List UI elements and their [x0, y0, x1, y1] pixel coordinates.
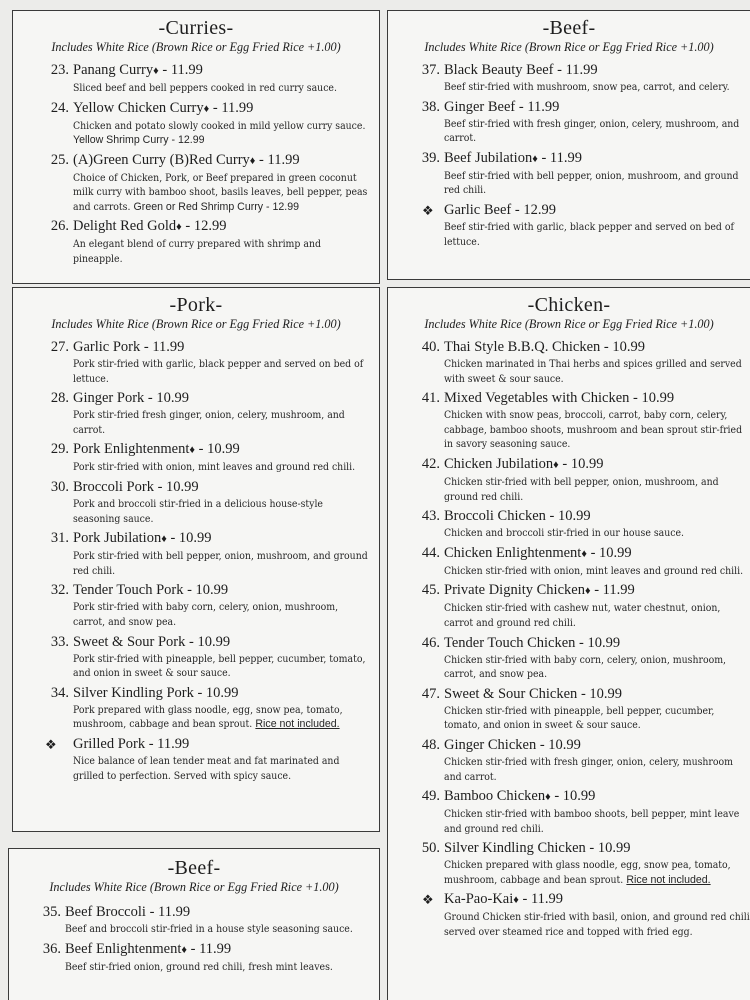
item-description — [73, 652, 371, 681]
item-heading — [444, 149, 750, 169]
menu-item — [388, 544, 750, 579]
item-price: - 10.99 — [195, 441, 240, 458]
item-number: 32. — [50, 582, 69, 599]
item-name: Ka-Pao-Kai — [444, 891, 514, 908]
item-heading — [65, 903, 371, 922]
item-description-text: Pork stir-fried with bell pepper, onion, mushroom, and ground red chili. — [73, 550, 368, 577]
specialty-marker-icon: ❖ — [422, 202, 434, 218]
item-heading — [444, 839, 750, 858]
item-name: Garlic Beef — [444, 201, 512, 218]
item-name: Pork Enlightenment — [73, 441, 190, 458]
item-name: Tender Touch Pork — [73, 582, 184, 599]
menu-item — [13, 581, 379, 629]
item-number: 39. — [421, 149, 440, 166]
item-price: - 10.99 — [153, 478, 199, 495]
item-description-text: Chicken and broccoli stir-fried in our house sauce. — [444, 527, 684, 540]
item-description — [444, 475, 750, 504]
item-description-text: Chicken prepared with glass noodle, egg, snow pea, tomato, mushroom, cabbage and bean sprout. — [444, 859, 731, 886]
item-number: 41. — [421, 390, 440, 407]
item-price: - 12.99 — [511, 201, 556, 218]
item-name: Bamboo Chicken — [444, 788, 546, 805]
menu-item — [388, 736, 750, 784]
item-name: Mixed Vegetables with Chicken — [444, 390, 630, 407]
spicy-diamond-icon: ♦ — [513, 894, 519, 907]
item-number: 24. — [50, 99, 69, 116]
specialty-marker-icon: ❖ — [422, 892, 434, 908]
item-heading — [444, 201, 750, 220]
menu-item — [9, 903, 379, 937]
section-title: -Chicken- — [527, 294, 611, 316]
item-number: 42. — [421, 455, 440, 472]
item-description-text: Pork prepared with glass noodle, egg, snow pea, tomato, mushroom, cabbage and bean sprout. — [73, 703, 343, 731]
item-number: 25. — [50, 151, 69, 168]
section-note: Includes White Rice (Brown Rice or Egg Fried Rice +1.00) — [424, 40, 714, 54]
item-price: - 10.99 — [545, 508, 591, 525]
item-number: 48. — [421, 736, 440, 753]
item-name: Delight Red Gold — [73, 218, 177, 235]
item-description-text: Pork stir-fried with baby corn, celery, onion, mushroom, carrot, and snow pea. — [73, 601, 339, 628]
item-number: 34. — [50, 684, 69, 701]
menu-item — [13, 61, 379, 96]
item-description-text: Chicken stir-fried with cashew nut, water chestnut, onion, carrot and ground red chili. — [444, 602, 721, 629]
item-heading — [73, 217, 371, 237]
item-description-text: Choice of Chicken, Pork, or Beef prepared in green coconut milk curry with bamboo shoot, basils leaves, bell pepper, peas and carrots. — [73, 171, 368, 213]
item-description — [73, 600, 371, 629]
menu-item — [388, 787, 750, 836]
item-description-text: Pork stir-fried with onion, mint leaves and ground red chili. — [73, 461, 356, 474]
item-description — [65, 960, 371, 975]
section-note: Includes White Rice (Brown Rice or Egg Fried Rice +1.00) — [51, 317, 341, 331]
item-name: Tender Touch Chicken — [444, 634, 576, 651]
item-description — [73, 81, 371, 96]
item-heading — [444, 581, 750, 601]
item-description — [73, 408, 371, 437]
menu-item — [13, 99, 379, 148]
menu-items — [9, 903, 379, 974]
spicy-diamond-icon: ♦ — [532, 152, 538, 165]
item-name: (A)Green Curry (B)Red Curry — [73, 151, 250, 168]
item-description-text: Chicken stir-fried with bell pepper, onion, mushroom, and ground red chili. — [444, 475, 719, 503]
item-heading — [444, 507, 750, 526]
item-heading — [73, 440, 371, 460]
item-number: 47. — [421, 685, 440, 702]
item-name: Grilled Pork — [73, 735, 146, 752]
menu-items — [13, 61, 379, 267]
item-description-text: Chicken stir-fried with onion, mint leaves and ground red chili. — [444, 564, 744, 577]
item-heading — [444, 544, 750, 564]
item-price: - 11.99 — [145, 735, 190, 752]
item-name: Black Beauty Beef — [444, 62, 554, 78]
menu-item — [388, 839, 750, 887]
item-description-text: Pork and broccoli stir-fried in a delicious house-style seasoning sauce. — [73, 497, 323, 525]
item-description — [444, 220, 750, 249]
item-description-text: Nice balance of lean tender meat and fat marinated and grilled to perfection. Served with spicy sauce. — [73, 754, 340, 782]
item-number: 50. — [421, 840, 440, 857]
item-description — [65, 922, 371, 937]
chicken-section — [387, 287, 750, 1000]
item-name: Sweet & Sour Pork — [73, 633, 186, 650]
item-name: Beef Jubilation — [444, 149, 533, 166]
item-description — [73, 119, 371, 148]
item-description — [73, 460, 371, 475]
item-number: 30. — [50, 478, 69, 495]
item-description-text: Pork stir-fried with garlic, black pepper and served on bed of lettuce. — [73, 358, 364, 385]
item-description-text: Beef stir-fried onion, ground red chili, fresh mint leaves. — [65, 960, 333, 973]
section-note: Includes White Rice (Brown Rice or Egg Fried Rice +1.00) — [424, 317, 714, 331]
item-name: Garlic Pork — [73, 339, 141, 355]
item-price: - 10.99 — [577, 685, 623, 702]
item-price: - 11.99 — [187, 940, 232, 957]
item-description-text: Beef stir-fried with mushroom, snow pea, carrot, and celery. — [444, 81, 730, 93]
item-heading — [73, 735, 371, 754]
item-heading — [444, 61, 750, 80]
item-price: - 10.99 — [575, 634, 621, 651]
item-price: - 10.99 — [629, 390, 675, 407]
item-price: - 11.99 — [158, 62, 203, 78]
beef-section — [387, 10, 750, 280]
item-price: - 11.99 — [590, 582, 635, 599]
menu-item — [13, 151, 379, 215]
menu-item — [388, 149, 750, 198]
item-price: - 10.99 — [166, 530, 212, 547]
item-description — [444, 755, 750, 784]
item-name: Silver Kindling Pork — [73, 684, 194, 701]
spicy-diamond-icon: ♦ — [584, 585, 591, 598]
item-number: 28. — [50, 390, 69, 407]
item-heading — [65, 940, 371, 960]
item-name: Chicken Jubilation — [444, 455, 554, 472]
item-heading — [444, 634, 750, 653]
item-price: - 11.99 — [140, 339, 185, 355]
item-name: Private Dignity Chicken — [444, 582, 585, 599]
item-number: 38. — [421, 98, 440, 115]
item-description — [444, 910, 750, 939]
menu-item — [13, 389, 379, 437]
item-heading — [73, 633, 371, 652]
item-price: - 10.99 — [193, 684, 239, 701]
item-description-text: Chicken with snow peas, broccoli, carrot, baby corn, celery, cabbage, bamboo shoots, mushroom and bean sprout stir-fried in savory seasoning sauce. — [444, 409, 743, 451]
item-description — [444, 807, 750, 836]
item-description — [73, 237, 371, 266]
item-heading — [73, 529, 371, 549]
item-name: Panang Curry — [73, 62, 154, 78]
item-heading — [73, 684, 371, 703]
item-price: - 11.99 — [255, 151, 300, 168]
item-description-text: An elegant blend of curry prepared with shrimp and pineapple. — [73, 238, 321, 265]
item-heading — [73, 151, 371, 171]
item-number: 44. — [421, 544, 440, 561]
item-number: 35. — [42, 904, 61, 920]
item-price: - 12.99 — [181, 218, 227, 235]
item-description — [444, 357, 750, 386]
item-price: - 11.99 — [145, 904, 191, 920]
item-heading — [73, 338, 371, 357]
item-number: 29. — [50, 441, 69, 458]
item-heading — [444, 389, 750, 408]
section-note: Includes White Rice (Brown Rice or Egg Fried Rice +1.00) — [51, 40, 341, 54]
spicy-diamond-icon: ♦ — [161, 533, 167, 546]
item-price: - 10.99 — [558, 455, 604, 472]
curries-section — [12, 10, 380, 284]
item-heading — [444, 736, 750, 755]
menu-item — [388, 685, 750, 733]
item-price: - 10.99 — [185, 633, 231, 650]
spicy-diamond-icon: ♦ — [249, 154, 256, 167]
item-price: - 11.99 — [515, 98, 560, 115]
item-description-text: Beef and broccoli stir-fried in a house style seasoning sauce. — [65, 923, 353, 935]
item-name: Broccoli Pork — [73, 478, 154, 495]
beef-section-bottom — [8, 848, 380, 1000]
item-heading — [444, 787, 750, 807]
pork-section — [12, 287, 380, 832]
spicy-diamond-icon: ♦ — [189, 444, 196, 457]
item-heading — [444, 455, 750, 475]
item-description — [444, 80, 750, 95]
item-description-text: Ground Chicken stir-fried with basil, onion, and ground red chili served over steamed rice and topped with fried egg. — [444, 911, 750, 939]
item-description — [444, 653, 750, 682]
item-price: - 10.99 — [585, 840, 631, 857]
item-heading — [444, 890, 750, 910]
item-name: Sweet & Sour Chicken — [444, 685, 578, 702]
item-price: - 10.99 — [600, 339, 645, 355]
spicy-diamond-icon: ♦ — [203, 102, 210, 115]
item-heading — [73, 478, 371, 497]
item-number: 26. — [50, 218, 69, 235]
menu-item — [388, 201, 750, 249]
item-name: Ginger Chicken — [444, 736, 537, 753]
section-title: -Beef- — [167, 857, 221, 879]
rice-note: Rice not included. — [255, 718, 340, 731]
item-description — [73, 754, 371, 783]
menu-item — [13, 735, 379, 783]
spicy-diamond-icon: ♦ — [581, 547, 587, 560]
item-number: 23. — [50, 62, 69, 78]
item-heading — [73, 581, 371, 600]
item-description-text: Beef stir-fried with fresh ginger, onion, celery, mushroom, and carrot. — [444, 117, 740, 145]
item-name: Broccoli Chicken — [444, 508, 546, 525]
section-title: -Curries- — [158, 17, 234, 39]
item-price: - 10.99 — [183, 582, 229, 599]
specialty-marker-icon: ❖ — [45, 736, 57, 752]
section-note: Includes White Rice (Brown Rice or Egg Fried Rice +1.00) — [49, 880, 339, 894]
item-price: - 10.99 — [550, 788, 596, 805]
item-number: 37. — [421, 62, 440, 78]
item-number: 45. — [421, 582, 440, 599]
menu-items — [13, 338, 379, 783]
item-name: Yellow Chicken Curry — [73, 99, 204, 116]
item-description — [73, 171, 371, 215]
menu-item — [388, 634, 750, 682]
item-heading — [73, 61, 371, 81]
menu-item — [13, 633, 379, 681]
menu-item — [388, 455, 750, 504]
item-description — [444, 704, 750, 733]
item-description-text: Sliced beef and bell peppers cooked in red curry sauce. — [73, 82, 337, 94]
item-description — [73, 549, 371, 578]
menu-item — [388, 338, 750, 386]
item-description — [444, 564, 750, 579]
item-price: - 10.99 — [536, 736, 581, 753]
item-description-text: Chicken marinated in Thai herbs and spices grilled and served with sweet & sour sauce. — [444, 358, 742, 385]
item-heading — [444, 685, 750, 704]
item-price: - 11.99 — [537, 149, 582, 166]
item-name: Silver Kindling Chicken — [444, 840, 586, 857]
item-description — [444, 408, 750, 452]
item-number: 33. — [50, 633, 69, 650]
item-description-text: Beef stir-fried with garlic, black pepper and served on bed of lettuce. — [444, 220, 734, 248]
item-description — [444, 858, 750, 887]
item-number: 36. — [42, 940, 61, 957]
item-number: 49. — [421, 788, 440, 805]
menu-item — [388, 61, 750, 95]
spicy-diamond-icon: ♦ — [176, 221, 182, 234]
item-description-text: Chicken and potato slowly cooked in mild yellow curry sauce. — [73, 119, 366, 132]
menu-items — [388, 61, 750, 249]
item-name: Beef Enlightenment — [65, 940, 182, 957]
item-description-text: Pork stir-fried with pineapple, bell pepper, cucumber, tomato, and onion in sweet & sour sauce. — [73, 652, 366, 680]
shrimp-option: Yellow Shrimp Curry - 12.99 — [73, 134, 205, 147]
item-price: - 11.99 — [209, 99, 254, 116]
section-title: -Pork- — [169, 294, 223, 316]
item-number: 27. — [50, 339, 69, 355]
item-description-text: Chicken stir-fried with fresh ginger, onion, celery, mushroom and carrot. — [444, 755, 733, 783]
item-price: - 10.99 — [586, 544, 632, 561]
menu-item — [13, 478, 379, 526]
item-heading — [73, 389, 371, 408]
item-price: - 10.99 — [144, 390, 190, 407]
item-number: 46. — [421, 634, 440, 651]
item-heading — [444, 338, 750, 357]
menu-items — [388, 338, 750, 940]
item-description — [444, 169, 750, 198]
item-heading — [444, 98, 750, 117]
item-number: 31. — [50, 530, 69, 547]
item-number: 40. — [421, 339, 440, 355]
spicy-diamond-icon: ♦ — [545, 791, 551, 804]
item-description — [73, 497, 371, 526]
item-description — [73, 703, 371, 732]
item-description — [444, 526, 750, 541]
menu-item — [13, 684, 379, 732]
item-description — [444, 601, 750, 630]
spicy-diamond-icon: ♦ — [181, 943, 187, 956]
item-description-text: Pork stir-fried fresh ginger, onion, celery, mushroom, and carrot. — [73, 409, 345, 436]
item-name: Chicken Enlightenment — [444, 544, 582, 561]
menu-item — [13, 217, 379, 266]
item-name: Pork Jubilation — [73, 530, 162, 547]
item-price: - 11.99 — [518, 891, 564, 908]
item-description-text: Chicken stir-fried with pineapple, bell pepper, cucumber, tomato, and onion in sweet & sour sauce. — [444, 704, 715, 732]
item-heading — [73, 99, 371, 119]
item-name: Thai Style B.B.Q. Chicken — [444, 339, 601, 355]
item-description-text: Beef stir-fried with bell pepper, onion, mushroom, and ground red chili. — [444, 169, 739, 197]
menu-item — [13, 529, 379, 578]
shrimp-option: Green or Red Shrimp Curry - 12.99 — [133, 200, 299, 213]
item-description — [73, 357, 371, 386]
menu-item — [388, 389, 750, 452]
menu-item — [9, 940, 379, 975]
item-description — [444, 117, 750, 146]
item-name: Ginger Pork — [73, 390, 145, 407]
spicy-diamond-icon: ♦ — [553, 458, 559, 471]
menu-item — [388, 890, 750, 939]
item-number: 43. — [421, 508, 440, 525]
item-description-text: Chicken stir-fried with baby corn, celery, onion, mushroom, carrot, and snow pea. — [444, 653, 727, 681]
item-name: Beef Broccoli — [65, 904, 146, 920]
section-title: -Beef- — [542, 17, 596, 39]
menu-item — [388, 98, 750, 146]
menu-item — [13, 338, 379, 386]
spicy-diamond-icon: ♦ — [153, 65, 159, 77]
menu-item — [388, 581, 750, 630]
menu-item — [13, 440, 379, 475]
rice-note: Rice not included. — [626, 873, 711, 886]
item-price: - 11.99 — [553, 62, 598, 78]
item-description-text: Chicken stir-fried with bamboo shoots, bell pepper, mint leave and ground red chili. — [444, 808, 740, 835]
menu-item — [388, 507, 750, 541]
item-name: Ginger Beef — [444, 98, 516, 115]
